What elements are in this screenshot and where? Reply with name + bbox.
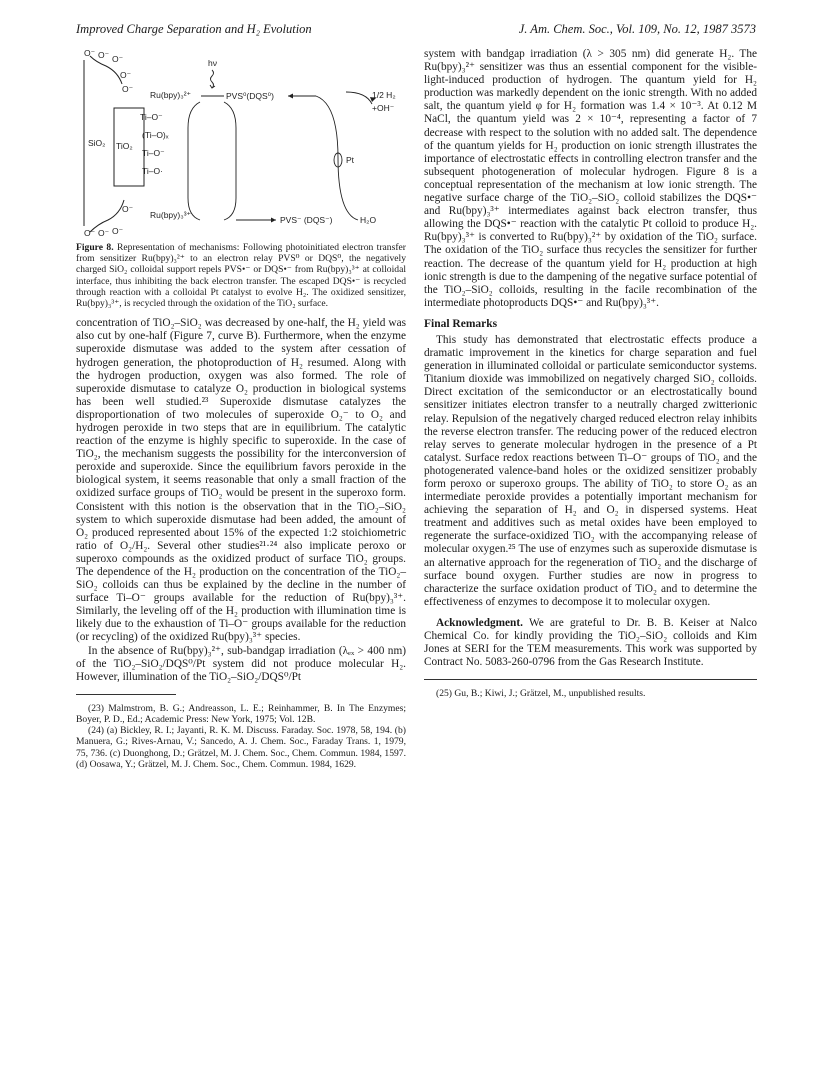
- caption-text: Representation of mechanisms: Following photoinitiated electron transfer from sensitizer Ru(bpy)₃²⁺ to an electron relay PVS⁰ or DQS⁰, the negatively charged SiO₂ colloidal support repels PVS•⁻ or DQS•⁻ from Ru(bpy)₃³⁺ at colloidal interface, thus inhibiting the back electron transfer. The escaped DQS•⁻ is recycled through reaction with a colloidal Pt catalyst to evolve H₂. The oxidized sensitizer, Ru(bpy)₃³⁺, is recycled through the oxidation of the TiO₂ surface.: [76, 242, 406, 310]
- footnote: (23) Malmstrom, B. G.; Andreasson, L. E.; Reinhammer, B. In The Enzymes; Boyer, P. D., Ed.; Academic Press: New York, 1975; Vol. 12B.: [76, 702, 406, 726]
- paragraph: concentration of TiO₂–SiO₂ was decreased by one-half, the H₂ yield was also cut by one-half (Figure 7, curve B). Furthermore, when the enzyme superoxide dismutase was added to the system after cessation of hydrogen generation, the photoproduction of H₂ resumed. Along with the hydrogen production, oxygen was also formed. The role of superoxide dismutase to catalyze O₂ production in biological systems has been well studied.²³ Superoxide dismutase catalyzes the disproportionation of two molecules of superoxide O₂⁻ to O₂ and hydrogen peroxide in two steps that are in equilibrium. The catalytic reaction of the enzyme is highly specific to superoxide. In the case of TiO₂, the mechanism suggests the possibility for the interconversion of peroxide and superoxide. Since the equilibrium favors peroxide in the biological system, it seems reasonable that only a small fraction of the oxidized surface groups of TiO₂ would be present in the superoxo form. Consistent with this notion is the observation that in the TiO₂–SiO₂ system to which superoxide dismutase had been added, the amount of O₂ produced represented about 15% of the expected 1:2 stoichiometric ratio of O₂/H₂. Several other studies²¹·²⁴ also implicate peroxo or superoxo compounds as the oxidized product of surface TiO₂ groups. The dependence of the H₂ production on the concentration of the TiO₂–SiO₂ colloids can thus be explained by the decline in the number of surface Ti–O⁻ groups available for the reduction of Ru(bpy)₃³⁺. Similarly, the leveling off of the H₂ production with illumination time is likely due to the exhaustion of Ti–O⁻ groups available for the reduction (or recycling) of the oxidized Ru(bpy)₃³⁺ species.: [76, 317, 406, 644]
- footnote: (24) (a) Bickley, R. I.; Jayanti, R. K. M. Discuss. Faraday. Soc. 1978, 58, 194. (b) Manuera, G.; Rives-Arnau, V.; Sancedo, A. J. Chem. Soc., Faraday Trans. 1, 1979, 75, 736. (c) Duonghong, D.; Grätzel, M. J. Chem. Soc., Chem. Commun. 1984, 1597. (d) Oosawa, Y.; Grätzel, M. J. Chem. Soc., Chem. Commun. 1984, 1629.: [76, 725, 406, 770]
- light-wave-icon: [210, 70, 215, 88]
- header-journal: J. Am. Chem. Soc., Vol. 109, No. 12, 1987 3573: [518, 22, 756, 36]
- footnote: (25) Gu, B.; Kiwi, J.; Grätzel, M., unpublished results.: [436, 688, 646, 700]
- footnote-divider: [76, 694, 176, 695]
- ti-o-radical: Ti–O·: [142, 166, 163, 176]
- sio2-label: SiO₂: [88, 138, 106, 148]
- o-minus-label: O⁻: [98, 228, 110, 238]
- acknowledgment: [424, 617, 757, 669]
- paragraph: This study has demonstrated that electrostatic effects produce a dramatic improvement in the kinetics for charge separation and fuel generation in illuminated colloidal or particulate semiconductor systems. Titanium dioxide was immobilized on negatively charged SiO₂ colloids. Direct excitation of the semiconductor or an electrostatically bound sensitizer initiates electron transfer to a neutrally charged zwitterionic relay. Repulsion of the negatively charged reduced electron relay inhibits the reverse electron transfer. The reducing power of the reduced electron relay serves to generate molecular hydrogen in the presence of a Pt catalyst. Surface redox reactions between Ti–O⁻ groups of TiO₂ and the photogenerated valence-band holes or the oxidized sensitizer probably form peroxo or superoxo groups. The ability of TiO₂ to store O₂ as an intermediate peroxide provides a potentially important mechanism for achieving the separation of H₂ and O₂ in dispersed systems. Heat treatment and additives such as metal oxides have been employed to regenerate the surface-oxidized TiO₂ with the accompanying release of molecular oxygen.²⁵ The use of enzymes such as superoxide dismutase is an alternative approach for the regeneration of TiO₂ and the discharge of surface bound oxygen. Further studies are now in progress to characterize the surface oxidation product of TiO₂ and to determine the effectiveness of enzymes to decompose it to molecular oxygen.: [424, 333, 757, 608]
- ru-bpy-2plus-label: Ru(bpy)₃²⁺: [150, 90, 192, 100]
- footnote-divider: [424, 679, 757, 680]
- h2o-label: H₂O: [360, 215, 377, 225]
- figure-caption: [76, 242, 406, 309]
- running-header: [76, 22, 756, 38]
- right-column: [424, 48, 757, 700]
- o-minus-label: O⁻: [84, 228, 96, 238]
- left-column: [76, 48, 406, 770]
- acknowledgment-text: We are grateful to Dr. B. B. Keiser at Nalco Chemical Co. for kindly providing the TiO₂–SiO₂ colloids and Kim Jones at SERI for the TEM measurements. This work was supported by Contract No. 5083-260-0796 from the Gas Research Institute.: [424, 616, 757, 669]
- mechanism-diagram: [76, 48, 406, 238]
- o-minus-label: O⁻: [120, 70, 132, 80]
- ti-o-minus-top: Ti–O⁻: [140, 112, 163, 122]
- figure-8: [76, 48, 406, 238]
- o-minus-label: O⁻: [112, 226, 124, 236]
- caption-label: Figure 8.: [76, 242, 114, 253]
- tio2-label: TiO₂: [116, 141, 133, 151]
- hv-label: hν: [208, 58, 217, 68]
- o-minus-label: O⁻: [84, 48, 96, 58]
- ru-bpy-3plus-label: Ru(bpy)₃³⁺: [150, 210, 192, 220]
- oh-minus-label: +OH⁻: [372, 103, 395, 113]
- section-heading: Final Remarks: [424, 317, 498, 330]
- paragraph: system with bandgap irradiation (λ > 305 nm) did generate H₂. The Ru(bpy)₃²⁺ sensitizer was thus an essential component for the visible-light-induced production of hydrogen. The quantum yield for H₂ production was markedly dependent on the ionic strength. With no added salt, the quantum yield φ for H₂ formation was 1.4 × 10⁻³. At 0.12 M NaCl, the quantum yield was 2 × 10⁻⁴, representing a factor of 7 decrease with respect to the solution with no added salt. The dependence of the quantum yields for H₂ production on ionic strength illustrates the importance of electrostatic effects in controlling electron transfer and the subsequent photogeneration of molecular hydrogen. Figure 8 is a conceptual representation of the mechanism at low ionic strength. The negative surface charge of the TiO₂–SiO₂ colloid stabilizes the DQS•⁻ and Ru(bpy)₃³⁺ intermediates against back electron transfer, thus allowing the DQS•⁻ reaction with the catalytic Pt colloid to produce H₂. Ru(bpy)₃³⁺ is converted to Ru(bpy)₃²⁺ by oxidation of the TiO₂ surface. The oxidation of the TiO₂ surface thus recycles the sensitizer for further reaction. The decrease of the quantum yield for H₂ production at high ionic strength is due to the dampening of the negative surface potential of the TiO₂–SiO₂ colloids, resulting in the facile recombination of the intermediate photoproducts DQS•⁻ and Ru(bpy)₃³⁺.: [424, 48, 757, 309]
- half-h2-label: 1/2 H₂: [372, 90, 396, 100]
- ti-o-minus-mid: Ti–O⁻: [142, 148, 165, 158]
- paragraph: In the absence of Ru(bpy)₃²⁺, sub-bandgap irradiation (λₑₓ > 400 nm) of the TiO₂–SiO₂/DQS⁰/Pt system did not produce molecular H₂. However, illumination of the TiO₂–SiO₂/DQS⁰/Pt: [76, 644, 406, 683]
- o-minus-label: O⁻: [98, 50, 110, 60]
- pt-catalyst-label: Pt: [346, 155, 355, 165]
- pvs-minus-label: PVS⁻ (DQS⁻): [280, 215, 333, 225]
- header-title: Improved Charge Separation and H₂ Evolution: [76, 22, 312, 36]
- o-minus-label: O⁻: [122, 84, 134, 94]
- o-minus-label: O⁻: [112, 54, 124, 64]
- o-minus-label: O⁻: [122, 204, 134, 214]
- ti-o-x-label: (Ti–O)ₓ: [142, 130, 169, 140]
- acknowledgment-title: Acknowledgment.: [436, 616, 523, 629]
- pvs0-label: PVS⁰(DQS⁰): [226, 91, 274, 101]
